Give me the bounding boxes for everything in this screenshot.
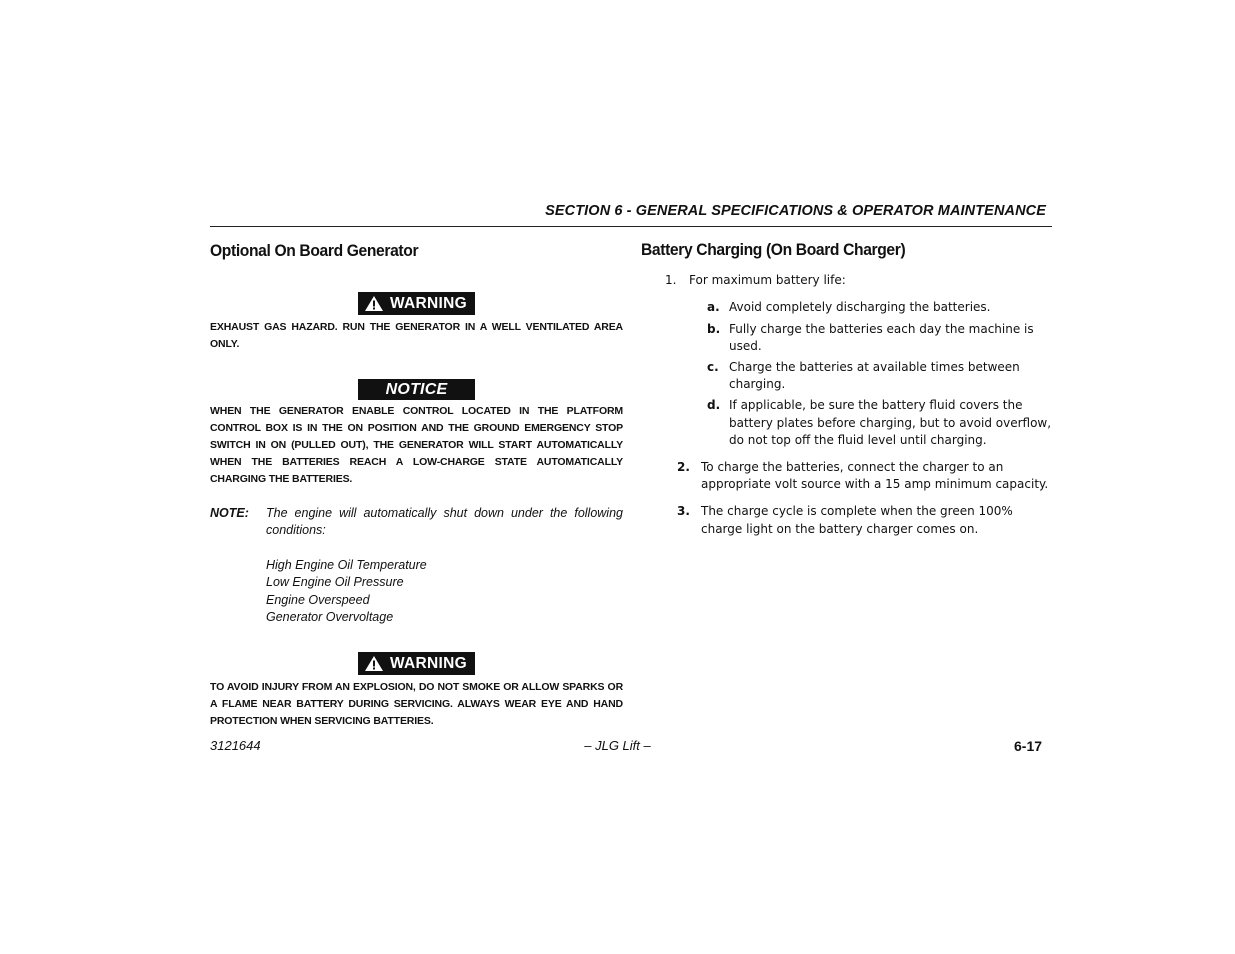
warning-badge-wrap xyxy=(210,292,623,316)
shutdown-conditions-list xyxy=(210,557,623,627)
step-number: 2. xyxy=(677,460,690,475)
warning-badge xyxy=(358,292,475,315)
sub-item xyxy=(707,299,1053,316)
battery-charging-title: Battery Charging (On Board Charger) xyxy=(641,240,906,259)
condition-item: Generator Overvoltage xyxy=(266,610,394,625)
step-number: 3. xyxy=(677,504,690,519)
warning-triangle-icon xyxy=(364,655,384,672)
sub-item xyxy=(707,359,1053,393)
note-label: NOTE: xyxy=(210,506,249,520)
notice-text: WHEN THE GENERATOR ENABLE CONTROL LOCATED IN THE PLATFORM CONTROL BOX IS IN THE ON POSITION AND THE GROUND EMERGENCY STOP SWITCH IN ON (PULLED OUT), THE GENERATOR WILL START AUTOMATICALLY WHEN THE BATTERIES REACH A LOW-CHARGE STATE AUTOMATICALLY CHARGING THE BATTERIES. xyxy=(210,405,623,485)
sub-items-list xyxy=(641,299,1053,449)
note-text: The engine will automatically shut down under the following conditions: xyxy=(266,506,623,538)
sub-item-text: Fully charge the batteries each day the machine is used. xyxy=(729,321,1034,353)
footer-center-text: – JLG Lift – xyxy=(584,738,651,753)
sub-item xyxy=(707,397,1053,449)
left-column xyxy=(210,241,623,730)
warning-badge-label: WARNING xyxy=(389,294,467,312)
warning-badge-wrap-2 xyxy=(210,652,623,676)
step-3 xyxy=(677,503,1053,537)
section-header: SECTION 6 - GENERAL SPECIFICATIONS & OPERATOR MAINTENANCE xyxy=(545,203,1046,219)
explosion-warning-text: TO AVOID INJURY FROM AN EXPLOSION, DO NOT SMOKE OR ALLOW SPARKS OR A FLAME NEAR BATTERY DURING SERVICING. ALWAYS WEAR EYE AND HAND PROTECTION WHEN SERVICING BATTERIES. xyxy=(210,681,623,728)
step-number: 1. xyxy=(665,273,677,288)
sub-item xyxy=(707,321,1053,355)
header-rule xyxy=(210,226,1052,227)
notice-badge: NOTICE xyxy=(358,379,475,400)
notice-badge-wrap xyxy=(210,379,623,400)
condition-item: High Engine Oil Temperature xyxy=(266,557,427,572)
step-text: The charge cycle is complete when the green 100% charge light on the battery charger comes on. xyxy=(701,504,1013,536)
condition-item: Low Engine Oil Pressure xyxy=(266,575,404,590)
sub-item-text: If applicable, be sure the battery fluid covers the battery plates before charging, but to avoid overflow, do not top off the fluid level until charging. xyxy=(729,398,1052,447)
step-1 xyxy=(665,272,1053,289)
note-block xyxy=(210,505,623,540)
doc-number: 3121644 xyxy=(210,738,261,753)
generator-section-title: Optional On Board Generator xyxy=(210,241,419,260)
step-text: To charge the batteries, connect the charger to an appropriate volt source with a 15 amp minimum capacity. xyxy=(701,460,1049,492)
sub-item-letter: c. xyxy=(707,360,719,375)
exhaust-warning-text: EXHAUST GAS HAZARD. RUN THE GENERATOR IN A WELL VENTILATED AREA ONLY. xyxy=(210,321,623,350)
sub-item-letter: b. xyxy=(707,321,721,336)
page-number: 6-17 xyxy=(1014,738,1043,754)
sub-item-text: Avoid completely discharging the batteries. xyxy=(729,300,991,315)
condition-item: Engine Overspeed xyxy=(266,592,370,607)
warning-triangle-icon xyxy=(364,295,384,312)
warning-badge-label: WARNING xyxy=(389,654,467,672)
sub-item-letter: a. xyxy=(707,300,720,315)
right-column xyxy=(641,241,1053,538)
warning-badge xyxy=(358,652,475,675)
sub-item-text: Charge the batteries at available times between charging. xyxy=(729,360,1020,392)
step-2 xyxy=(677,459,1053,493)
step-text: For maximum battery life: xyxy=(689,273,846,288)
sub-item-letter: d. xyxy=(707,398,721,413)
